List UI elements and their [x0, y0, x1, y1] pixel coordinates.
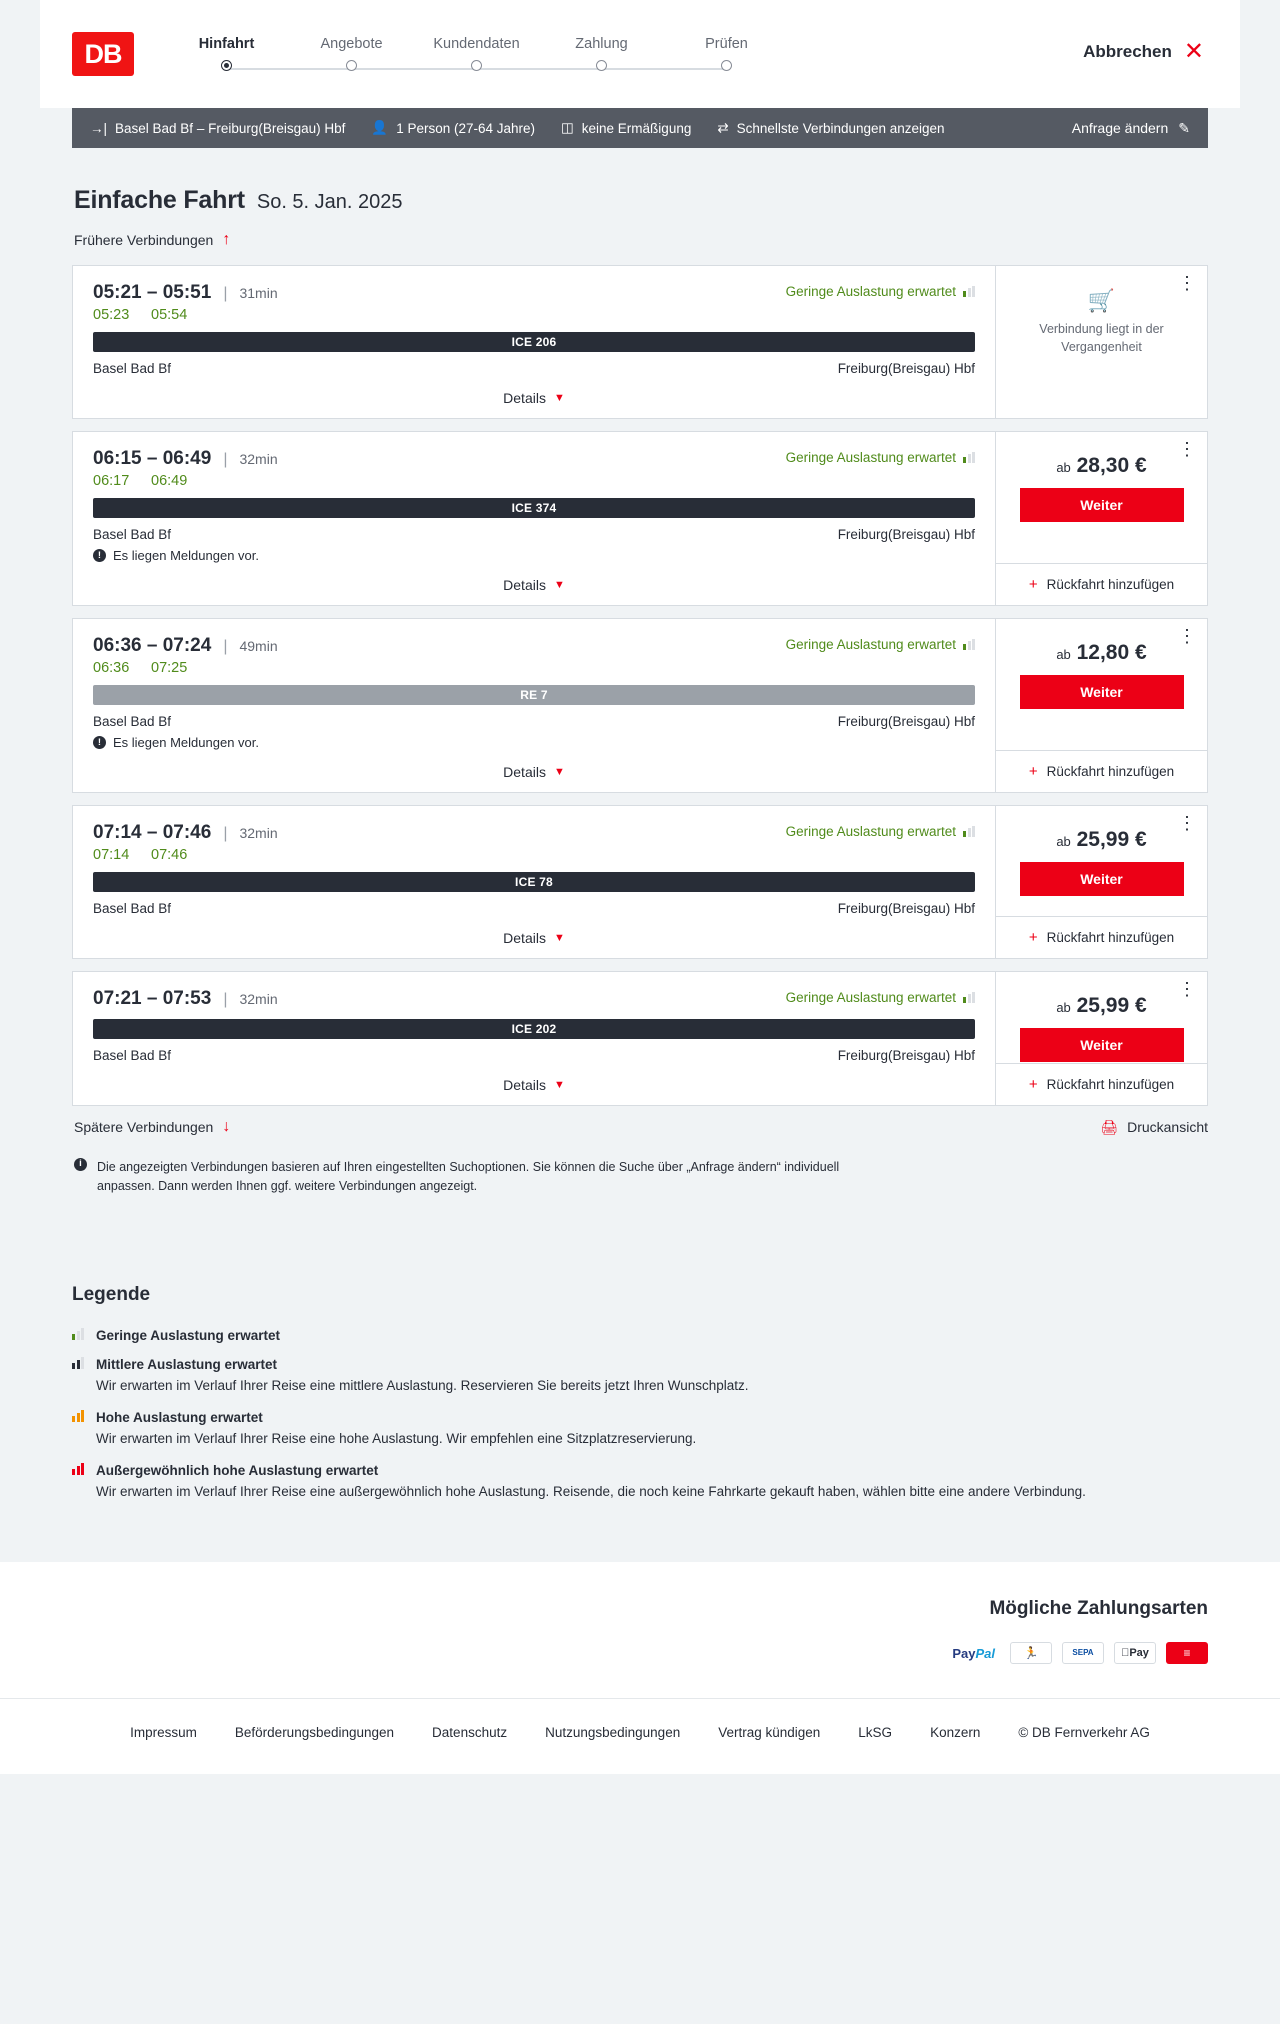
legend-item-desc: Wir erwarten im Verlauf Ihrer Reise eine hohe Auslastung. Wir empfehlen eine Sitzplatzreservierung. — [96, 1430, 697, 1446]
payments-title: Mögliche Zahlungsarten — [989, 1598, 1208, 1620]
footer-links — [72, 1725, 1208, 1740]
connection-main — [73, 266, 995, 418]
search-hint — [72, 1158, 852, 1196]
occupancy-label: Geringe Auslastung erwartet — [785, 284, 956, 299]
step-dot-icon — [471, 60, 482, 71]
occupancy-bars-icon — [963, 826, 975, 837]
cancel-label: Abbrechen — [1083, 42, 1172, 61]
train-badge[interactable] — [93, 498, 975, 518]
departure-station: Basel Bad Bf — [93, 527, 172, 542]
divider: | — [223, 285, 228, 302]
step-angebote[interactable] — [289, 36, 414, 78]
connection-main — [73, 432, 995, 605]
price: ab 25,99 € — [1056, 828, 1147, 851]
step-label: Kundendaten — [433, 36, 520, 52]
legend-item-title: Hohe Auslastung erwartet — [96, 1409, 263, 1425]
change-query-label: Anfrage ändern — [1071, 120, 1169, 136]
message-text: Es liegen Meldungen vor. — [113, 735, 259, 750]
chevron-down-icon: ▼ — [553, 766, 565, 778]
query-options — [717, 120, 970, 136]
step-dot-row — [164, 52, 289, 78]
results-section — [72, 148, 1208, 1196]
price: ab 28,30 € — [1056, 454, 1147, 477]
alert-icon: ! — [93, 736, 106, 749]
train-label: ICE 206 — [511, 335, 557, 349]
details-label: Details — [503, 577, 546, 593]
connection-message[interactable] — [93, 735, 975, 750]
train-badge[interactable] — [93, 872, 975, 892]
train-label: ICE 78 — [515, 875, 553, 889]
step-label: Hinfahrt — [198, 36, 255, 52]
train-badge[interactable] — [93, 685, 975, 705]
step-label: Zahlung — [575, 36, 628, 52]
earlier-connections-button[interactable] — [72, 231, 1208, 249]
footer-link[interactable]: Beförderungsbedingungen — [234, 1725, 395, 1741]
occupancy-bars-icon — [72, 1463, 84, 1475]
time-range: 05:21 – 05:51 — [93, 282, 212, 303]
realtime-arrival: 06:49 — [151, 473, 188, 489]
add-return-label: Rückfahrt hinzufügen — [1046, 764, 1175, 779]
plus-icon: + — [1028, 1076, 1038, 1093]
step-label: Angebote — [320, 36, 383, 52]
paypal-icon: Pay Pal — [947, 1642, 1000, 1664]
step-dot-icon — [596, 60, 607, 71]
continue-button[interactable]: Weiter — [1020, 488, 1184, 522]
connection-stations — [93, 714, 975, 729]
occupancy-label: Geringe Auslastung erwartet — [785, 450, 956, 465]
past-connection-note: Verbindung liegt in der Vergangenheit — [1039, 322, 1164, 355]
details-label: Details — [503, 764, 546, 780]
train-badge[interactable] — [93, 332, 975, 352]
pencil-icon[interactable]: ✎ — [1178, 119, 1190, 136]
legend-item — [72, 1410, 1208, 1449]
legend-item — [72, 1463, 1208, 1502]
legend-items — [72, 1328, 1208, 1503]
connection-card — [72, 618, 1208, 793]
query-route — [90, 121, 371, 136]
arrow-down-icon: ↓ — [222, 1118, 231, 1135]
legend-item-title: Außergewöhnlich hohe Auslastung erwartet — [96, 1463, 379, 1478]
occupancy-bars-icon — [963, 639, 975, 650]
step-dot-row — [664, 52, 789, 78]
add-return-trip-button[interactable] — [996, 1063, 1207, 1105]
price: ab 12,80 € — [1056, 641, 1147, 664]
arrival-station: Freiburg(Breisgau) Hbf — [837, 901, 975, 916]
occupancy-bars-icon — [963, 286, 975, 297]
chevron-down-icon: ▼ — [553, 932, 565, 944]
connection-main — [73, 619, 995, 792]
options-label: Schnellste Verbindungen anzeigen — [736, 120, 945, 136]
connection-card — [72, 265, 1208, 419]
price-prefix: ab — [1056, 1000, 1071, 1015]
payments-section — [0, 1562, 1280, 1698]
connection-side — [995, 432, 1207, 605]
footer-link[interactable]: Datenschutz — [432, 1725, 508, 1741]
add-return-label: Rückfahrt hinzufügen — [1046, 1077, 1175, 1092]
realtime-departure: 05:23 — [93, 307, 130, 323]
plus-icon: + — [1028, 576, 1038, 593]
connection-side — [995, 806, 1207, 958]
details-toggle[interactable] — [93, 916, 975, 958]
step-label: Prüfen — [705, 36, 748, 52]
occupancy-indicator — [786, 637, 975, 652]
legend-item-desc: Wir erwarten im Verlauf Ihrer Reise eine mittlere Auslastung. Reservieren Sie bereits jetzt Ihren Wunschplatz. — [96, 1377, 749, 1393]
chevron-down-icon: ▼ — [553, 1079, 565, 1091]
train-label: ICE 202 — [511, 1022, 557, 1036]
step-dot-row — [539, 52, 664, 78]
query-discount — [561, 120, 717, 136]
route-icon: →| — [90, 120, 108, 136]
divider: | — [223, 991, 228, 1008]
legend-text — [96, 1463, 1086, 1502]
step-prüfen[interactable] — [664, 36, 789, 78]
step-dot-icon — [721, 60, 732, 71]
time-range: 06:36 – 07:24 — [93, 635, 212, 656]
continue-button[interactable]: Weiter — [1020, 1028, 1184, 1062]
connection-side — [995, 619, 1207, 792]
add-return-label: Rückfahrt hinzufügen — [1046, 577, 1175, 592]
connection-stations — [93, 527, 975, 542]
occupancy-bars-icon — [963, 452, 975, 463]
departure-station: Basel Bad Bf — [93, 714, 172, 729]
more-options-icon[interactable]: ⋮ — [1178, 626, 1197, 646]
later-connections-button[interactable] — [72, 1118, 230, 1136]
price-prefix: ab — [1056, 460, 1071, 475]
realtime-departure: 06:36 — [93, 660, 130, 676]
details-label: Details — [503, 390, 546, 406]
more-options-icon[interactable]: ⋮ — [1178, 979, 1197, 999]
realtime-arrival: 05:54 — [151, 307, 188, 323]
duration: 32min — [239, 451, 278, 467]
duration: 32min — [239, 991, 278, 1007]
realtime-row — [93, 660, 975, 676]
earlier-label: Frühere Verbindungen — [74, 232, 214, 248]
footer — [0, 1698, 1280, 1774]
sepa-icon: SEPA — [1062, 1642, 1104, 1664]
add-return-trip-button[interactable] — [996, 750, 1207, 792]
occupancy-indicator — [786, 824, 975, 839]
legend-item — [72, 1328, 1208, 1343]
copyright: © DB Fernverkehr AG — [1018, 1725, 1150, 1741]
step-kundendaten[interactable] — [414, 36, 539, 78]
cancel-button[interactable] — [1083, 40, 1204, 64]
arrow-up-icon: ↑ — [222, 231, 231, 248]
add-return-trip-button[interactable] — [996, 563, 1207, 605]
occupancy-indicator — [786, 284, 975, 299]
payment-icons — [72, 1642, 1208, 1664]
info-icon: i — [74, 1158, 87, 1171]
card-icon: ◫ — [561, 120, 574, 135]
departure-station: Basel Bad Bf — [93, 901, 172, 916]
duration: 49min — [239, 638, 278, 654]
train-badge[interactable] — [93, 1019, 975, 1039]
step-hinfahrt[interactable] — [164, 36, 289, 78]
query-passengers — [371, 120, 561, 136]
realtime-row — [93, 473, 975, 489]
route-label: Basel Bad Bf – Freiburg(Breisgau) Hbf — [115, 120, 346, 136]
list-footer — [72, 1118, 1208, 1136]
legend-item-title: Geringe Auslastung erwartet — [96, 1327, 281, 1343]
print-view-button[interactable] — [1100, 1119, 1208, 1136]
occupancy-bars-icon — [72, 1357, 84, 1369]
giropay-icon: 🏃 — [1010, 1642, 1052, 1664]
details-label: Details — [503, 930, 546, 946]
connection-main — [73, 806, 995, 958]
occupancy-bars-icon — [72, 1410, 84, 1422]
details-label: Details — [503, 1077, 546, 1093]
person-icon: 👤 — [371, 120, 389, 135]
change-query-button[interactable] — [1072, 120, 1190, 137]
occupancy-label: Geringe Auslastung erwartet — [785, 990, 956, 1005]
footer-link[interactable]: Konzern — [930, 1725, 981, 1741]
legend-item-title: Mittlere Auslastung erwartet — [96, 1356, 278, 1372]
connection-card — [72, 431, 1208, 606]
arrival-station: Freiburg(Breisgau) Hbf — [837, 527, 975, 542]
legend-title: Legende — [72, 1283, 151, 1305]
more-options-icon[interactable]: ⋮ — [1178, 439, 1197, 459]
step-zahlung[interactable] — [539, 36, 664, 78]
close-icon[interactable]: ✕ — [1183, 38, 1204, 65]
time-range: 07:21 – 07:53 — [93, 988, 212, 1009]
connection-card — [72, 805, 1208, 959]
filter-icon: ⇄ — [717, 120, 729, 135]
legend-item-desc: Wir erwarten im Verlauf Ihrer Reise eine außergewöhnlich hohe Auslastung. Reisende, die noch keine Fahrkarte gekauft haben, wählen bitte eine andere Verbindung. — [96, 1484, 1086, 1499]
more-options-icon[interactable]: ⋮ — [1178, 813, 1197, 833]
occupancy-indicator — [786, 450, 975, 465]
legend-text — [96, 1410, 696, 1449]
details-toggle[interactable] — [93, 750, 975, 792]
price: ab 25,99 € — [1056, 994, 1147, 1017]
add-return-label: Rückfahrt hinzufügen — [1046, 930, 1175, 945]
realtime-row — [93, 307, 975, 323]
db-payment-icon: ≡ — [1166, 1642, 1208, 1664]
later-label: Spätere Verbindungen — [74, 1119, 214, 1135]
price-prefix: ab — [1056, 647, 1071, 662]
legend-text — [96, 1357, 749, 1396]
query-summary-bar — [72, 108, 1208, 148]
occupancy-bars-icon — [72, 1328, 84, 1340]
chevron-down-icon: ▼ — [553, 579, 565, 591]
legend-section — [0, 1246, 1280, 1563]
departure-station: Basel Bad Bf — [93, 361, 172, 376]
apple-pay-icon: Pay — [1114, 1642, 1156, 1664]
connection-stations — [93, 901, 975, 916]
arrival-station: Freiburg(Breisgau) Hbf — [837, 361, 975, 376]
continue-button[interactable]: Weiter — [1020, 675, 1184, 709]
realtime-row — [93, 847, 975, 863]
duration: 32min — [239, 825, 278, 841]
plus-icon: + — [1028, 929, 1038, 946]
title-text: Einfache Fahrt — [74, 186, 245, 214]
step-dot-row — [414, 52, 539, 78]
printer-icon: 🖨 — [1100, 1118, 1119, 1135]
connection-stations — [93, 361, 975, 376]
connection-main — [73, 972, 995, 1105]
details-toggle[interactable] — [93, 376, 975, 418]
realtime-arrival: 07:25 — [151, 660, 188, 676]
passengers-label: 1 Person (27-64 Jahre) — [396, 120, 536, 136]
legend-item — [72, 1357, 1208, 1396]
db-logo: DB — [72, 32, 134, 76]
step-dot-icon — [346, 60, 357, 71]
realtime-departure: 06:17 — [93, 473, 130, 489]
cart-icon: 🛒 — [1087, 288, 1116, 313]
time-range: 06:15 – 06:49 — [93, 448, 212, 469]
message-text: Es liegen Meldungen vor. — [113, 548, 259, 563]
occupancy-label: Geringe Auslastung erwartet — [785, 824, 956, 839]
footer-link[interactable]: LkSG — [858, 1725, 893, 1741]
hint-text: Die angezeigten Verbindungen basieren auf Ihren eingestellten Suchoptionen. Sie können die Suche über „Anfrage ändern“ individuell anpassen. Dann werden Ihnen ggf. weitere Verbindungen angezeigt. — [97, 1160, 840, 1193]
continue-button[interactable]: Weiter — [1020, 862, 1184, 896]
occupancy-indicator — [786, 990, 975, 1005]
legend-text — [96, 1328, 280, 1343]
arrival-station: Freiburg(Breisgau) Hbf — [837, 1048, 975, 1063]
duration: 31min — [239, 285, 278, 301]
divider: | — [223, 638, 228, 655]
print-label: Druckansicht — [1127, 1119, 1208, 1135]
connection-side — [995, 266, 1207, 418]
footer-link[interactable]: Vertrag kündigen — [718, 1725, 821, 1741]
details-toggle[interactable] — [93, 563, 975, 605]
realtime-arrival: 07:46 — [151, 847, 188, 863]
footer-link[interactable]: Impressum — [130, 1725, 197, 1741]
alert-icon: ! — [93, 549, 106, 562]
realtime-departure: 07:14 — [93, 847, 130, 863]
arrival-station: Freiburg(Breisgau) Hbf — [837, 714, 975, 729]
details-toggle[interactable] — [93, 1063, 975, 1105]
step-dot-row — [289, 52, 414, 78]
occupancy-bars-icon — [963, 992, 975, 1003]
connection-side — [995, 972, 1207, 1105]
train-label: RE 7 — [520, 688, 548, 702]
divider: | — [223, 825, 228, 842]
connection-stations — [93, 1048, 975, 1063]
plus-icon: + — [1028, 763, 1038, 780]
page-title — [72, 186, 1208, 215]
footer-link[interactable]: Nutzungsbedingungen — [545, 1725, 681, 1741]
divider: | — [223, 451, 228, 468]
add-return-trip-button[interactable] — [996, 916, 1207, 958]
time-range: 07:14 – 07:46 — [93, 822, 212, 843]
app-header — [40, 0, 1240, 108]
occupancy-label: Geringe Auslastung erwartet — [785, 637, 956, 652]
step-dot-icon — [221, 60, 232, 71]
connections-list — [72, 265, 1208, 1106]
chevron-down-icon: ▼ — [553, 392, 565, 404]
more-options-icon[interactable]: ⋮ — [1178, 273, 1197, 293]
departure-station: Basel Bad Bf — [93, 1048, 172, 1063]
title-date: So. 5. Jan. 2025 — [256, 191, 403, 213]
price-prefix: ab — [1056, 834, 1071, 849]
progress-steps — [164, 30, 789, 78]
connection-message[interactable] — [93, 548, 975, 563]
train-label: ICE 374 — [511, 501, 557, 515]
discount-label: keine Ermäßigung — [581, 120, 692, 136]
connection-card — [72, 971, 1208, 1106]
